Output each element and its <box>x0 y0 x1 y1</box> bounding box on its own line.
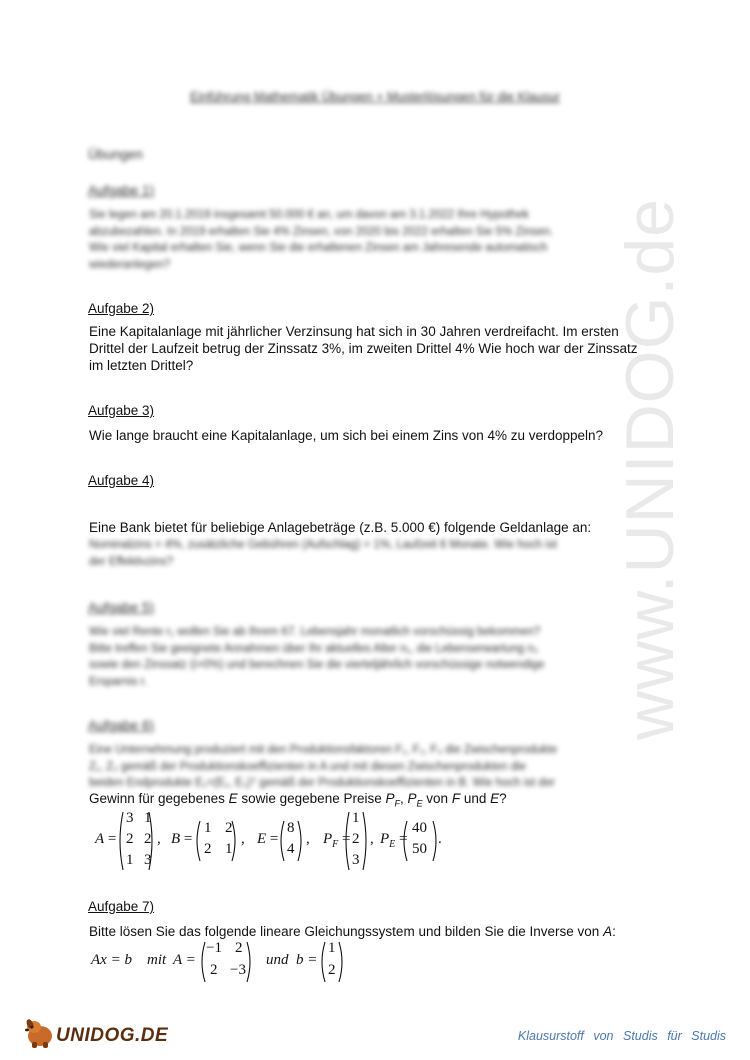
watermark: www.UNIDOG.de <box>612 198 688 740</box>
task-6-last-line: Gewinn für gegebenes E sowie gegebene Preise $P_F$, $P_E$ von F und E? <box>89 791 507 809</box>
section-heading: Übungen <box>88 147 143 162</box>
task-4-text <box>89 537 659 570</box>
matrix-a-cell: 2 <box>126 831 134 847</box>
task-3-text <box>89 427 659 444</box>
document-title: Einführung Mathematik Übungen + Musterlösungen für die Klausur <box>189 90 560 104</box>
matrix-b-cell: 1 <box>204 820 212 836</box>
vector-pf-cell: 2 <box>352 831 360 847</box>
task-5-heading: Aufgabe 5) <box>88 600 155 615</box>
matrix-a-cell: 1 <box>126 852 134 868</box>
matrix-b-cell: 2 <box>204 841 212 857</box>
vector-pf-cell: 3 <box>352 852 360 868</box>
task-4-line: Nominalzins = 4%, zusätzliche Gebühren (Aufschlag) = 1%, Laufzeit 6 Monate. Wie hoch ist <box>89 539 557 551</box>
vector-pf-cell: 1 <box>352 810 360 826</box>
vector-pe-cell: 50 <box>412 841 427 857</box>
matrix-a7-cell: 2 <box>235 940 243 956</box>
matrix-a7-cell: 2 <box>210 962 218 978</box>
task-3-heading: Aufgabe 3) <box>88 403 155 418</box>
equation-mit: mit <box>147 952 167 968</box>
vector-e-cell: 8 <box>287 820 295 836</box>
task-6-line: Z₁, Z₂ gemäß der Produktionskoeffizienten in A und mit diesen Zwischenprodukten die <box>89 760 527 773</box>
task-1-line: Sie legen am 20.1.2019 insgesamt 50.000 € an, um davon am 3.1.2022 Ihre Hypothek <box>89 209 529 221</box>
task-1-line: abzubezahlen. In 2019 erhalten Sie 4% Zinsen, von 2020 bis 2022 erhalten Sie 5% Zinsen. <box>89 225 554 238</box>
task-3-line: Wie lange braucht eine Kapitalanlage, um sich bei einem Zins von 4% zu verdoppeln? <box>89 428 604 443</box>
task-5-line: Wie viel Rente r₁ wollen Sie ab Ihrem 67. Lebensjahr monatlich vorschüssig bekommen? <box>89 626 541 638</box>
matrix-a-cell: 3 <box>144 852 152 868</box>
logo-text: UNIDOG.DE <box>56 1025 169 1046</box>
task-1-line: Wie viel Kapital erhalten Sie, wenn Sie die erhaltenen Zinsen am Jahresende automatisch <box>89 242 548 254</box>
matrix-b-cell: 2 <box>225 820 233 836</box>
task-7-heading: Aufgabe 7) <box>88 899 155 914</box>
task-6-line: Eine Unternehmung produziert mit den Produktionsfaktoren F₁, F₂, F₃ die Zwischenprodukte <box>89 744 558 756</box>
matrix-a7-cell: −3 <box>230 962 246 978</box>
task-2-text <box>89 323 659 374</box>
task-1-text <box>89 207 659 273</box>
dog-logo-icon <box>22 1014 58 1050</box>
equation-lhs: Ax = b <box>91 952 132 968</box>
matrix-a-cell: 1 <box>144 810 152 826</box>
matrix-a7-cell: −1 <box>206 940 222 956</box>
task-1-heading: Aufgabe 1) <box>88 183 155 198</box>
task-2-heading: Aufgabe 2) <box>88 301 155 316</box>
task-2-line: Eine Kapitalanlage mit jährlicher Verzinsung hat sich in 30 Jahren verdreifacht. Im ersten <box>89 324 619 339</box>
task-2-line: Drittel der Laufzeit betrug der Zinssatz 3%, im zweiten Drittel 4% Wie hoch war der Zinssatz <box>89 341 638 356</box>
task-5-text <box>89 624 659 690</box>
task-5-line: Ersparnis r. <box>89 675 148 688</box>
task-6-line: beiden Endprodukte E₁=(E₁, E₂)ᵀ gemäß der Produktionskoeffizienten in B. Wie hoch ist der <box>89 777 556 789</box>
task-5-line: sowie den Zinssatz (i>0%) und berechnen Sie die vierteljährlich vorschüssige notwendige <box>89 659 545 671</box>
equation-und: und <box>266 952 289 968</box>
vector-b-cell: 2 <box>328 962 336 978</box>
matrix-b-cell: 1 <box>225 841 233 857</box>
footer-slogan: Klausurstoff von Studis für Studis <box>517 1029 726 1043</box>
matrix-a-cell: 3 <box>126 810 134 826</box>
matrix-a-cell: 2 <box>144 831 152 847</box>
equation-a-label: A = <box>173 952 196 968</box>
task-4-first-line: Eine Bank bietet für beliebige Anlagebeträge (z.B. 5.000 €) folgende Geldanlage an: <box>89 520 592 535</box>
task-5-line: Bitte treffen Sie geeignete Annahmen über Ihr aktuelles Alter n₁, die Lebenserwartung n₂ <box>89 642 539 655</box>
task-7-text: Bitte lösen Sie das folgende lineare Gleichungssystem und bilden Sie die Inverse von A: <box>89 924 616 939</box>
task-6-heading: Aufgabe 6) <box>88 718 155 733</box>
task-4-line: der Effektivzins? <box>89 555 174 568</box>
task-7-equation <box>91 940 391 986</box>
equation-b-label: b = <box>296 952 318 968</box>
task-2-line: im letzten Drittel? <box>89 358 194 373</box>
vector-pe-cell: 40 <box>412 820 427 836</box>
task-6-matrices: A = 3 1 2 2 1 3 , B = 1 2 2 1 , E = 8 4 , $P_F$ = 1 2 3 , $P_E$ = 40 50 . <box>95 810 655 872</box>
task-6-text <box>89 742 659 792</box>
vector-e-cell: 4 <box>287 841 295 857</box>
vector-b-cell: 1 <box>328 940 336 956</box>
task-4-heading: Aufgabe 4) <box>88 473 155 488</box>
task-1-line: wiederanlegen? <box>89 258 171 271</box>
